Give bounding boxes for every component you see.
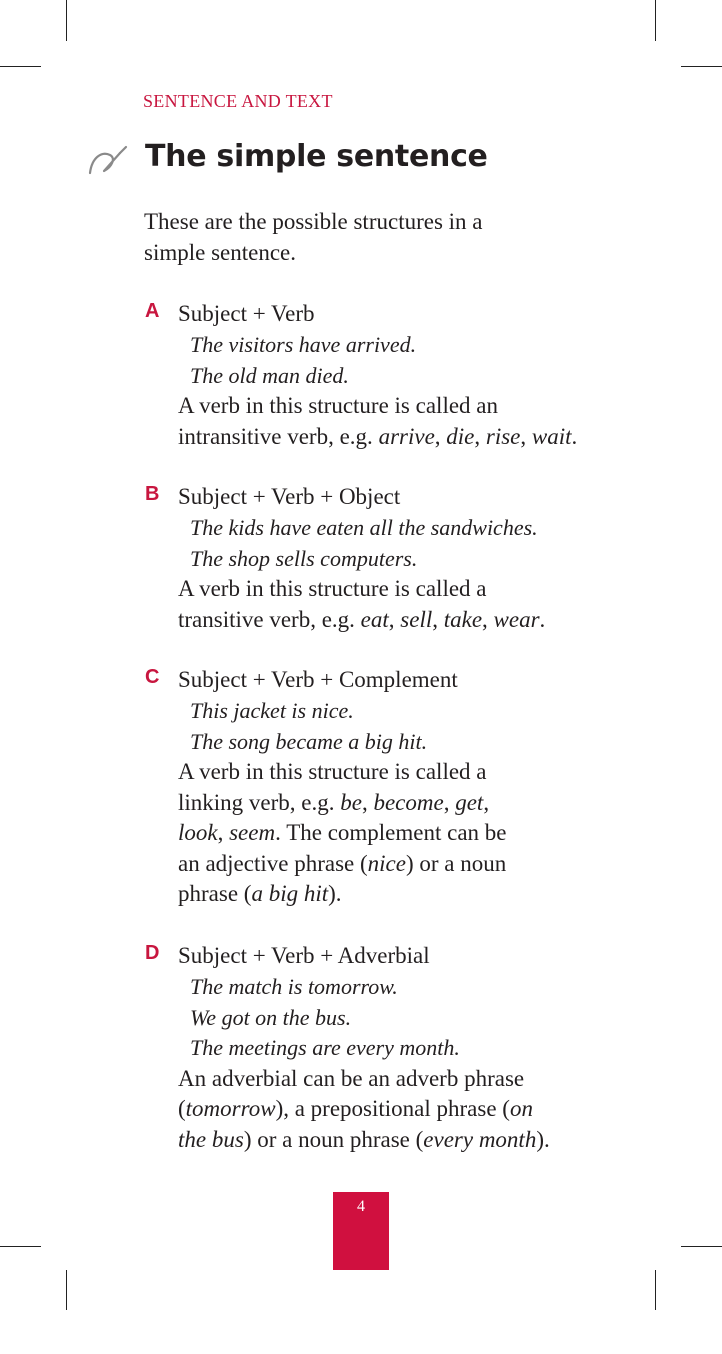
crop-mark — [0, 1246, 41, 1247]
example-sentence: The old man died. — [190, 363, 349, 388]
note-line: transitive verb, e.g. eat, sell, take, wear. — [178, 607, 546, 632]
note-line: linking verb, e.g. be, become, get, — [178, 790, 490, 815]
note-line: (tomorrow), a prepositional phrase (on — [178, 1096, 533, 1121]
crop-mark — [655, 0, 656, 41]
intro-line: simple sentence. — [144, 240, 297, 265]
example-sentence: The song became a big hit. — [190, 729, 428, 754]
page-title: The simple sentence — [145, 139, 488, 174]
example-sentence: This jacket is nice. — [190, 698, 354, 723]
note-line: the bus) or a noun phrase (every month). — [178, 1127, 550, 1152]
section-letter: C — [145, 666, 160, 688]
example-sentence: We got on the bus. — [190, 1005, 352, 1030]
unit-number-glyph — [86, 143, 132, 177]
note-line: phrase (a big hit). — [178, 881, 342, 906]
crop-mark — [66, 1270, 67, 1310]
structure-formula: Subject + Verb + Object — [178, 484, 401, 509]
section-letter: D — [145, 942, 160, 964]
intro-paragraph — [144, 206, 564, 268]
note-line: intransitive verb, e.g. arrive, die, rise, wait. — [178, 424, 578, 449]
example-sentence: The visitors have arrived. — [190, 332, 417, 357]
section-label: SENTENCE AND TEXT — [143, 91, 333, 111]
intro-line: These are the possible structures in a — [144, 209, 483, 234]
structure-formula: Subject + Verb + Adverbial — [178, 943, 430, 968]
crop-mark — [655, 1270, 656, 1310]
note-line: an adjective phrase (nice) or a noun — [178, 851, 507, 876]
page-number-tab — [333, 1192, 389, 1270]
crop-mark — [66, 0, 67, 41]
example-sentence: The shop sells computers. — [190, 546, 418, 571]
structure-formula: Subject + Verb — [178, 301, 315, 326]
example-sentence: The meetings are every month. — [190, 1035, 460, 1060]
note-line: A verb in this structure is called a — [178, 759, 487, 784]
note-line: A verb in this structure is called a — [178, 576, 487, 601]
crop-mark — [681, 1246, 722, 1247]
note-line: A verb in this structure is called an — [178, 393, 499, 418]
note-line: An adverbial can be an adverb phrase — [178, 1066, 525, 1091]
section-letter: A — [145, 300, 160, 322]
page-number: 4 — [357, 1198, 365, 1215]
note-line: look, seem. The complement can be — [178, 820, 507, 845]
example-sentence: The kids have eaten all the sandwiches. — [190, 515, 538, 540]
example-sentence: The match is tomorrow. — [190, 974, 398, 999]
structure-formula: Subject + Verb + Complement — [178, 667, 458, 692]
section-letter: B — [145, 483, 160, 505]
crop-mark — [0, 66, 41, 67]
crop-mark — [681, 66, 722, 67]
